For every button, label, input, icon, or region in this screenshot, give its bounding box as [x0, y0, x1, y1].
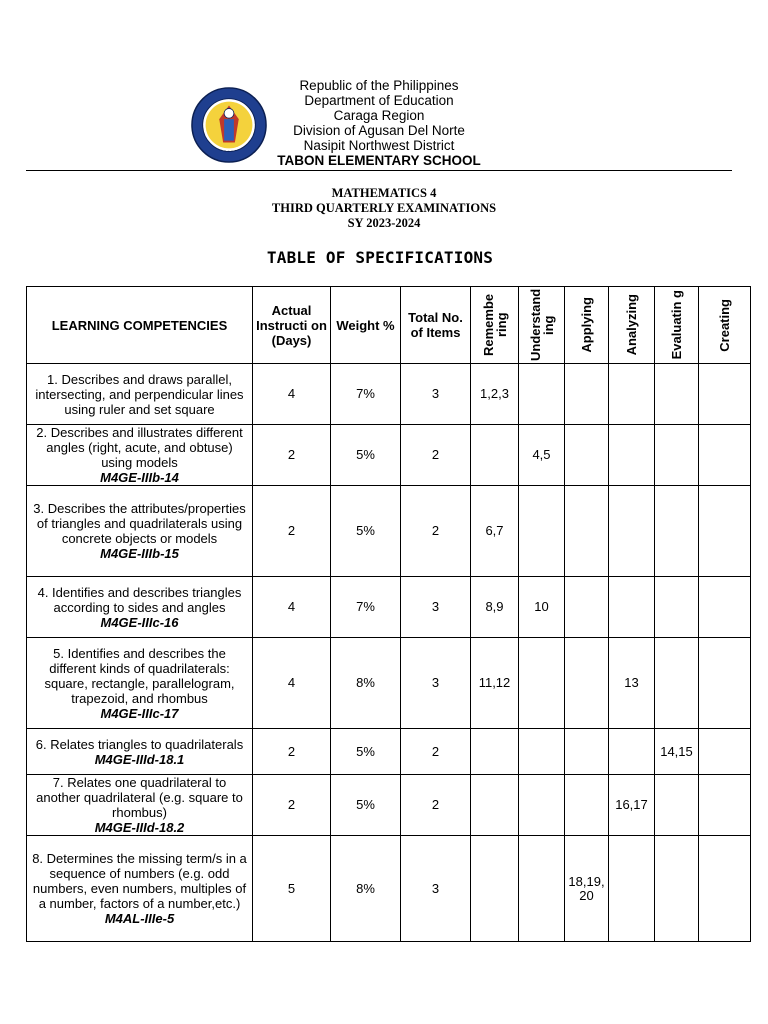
- total-items-cell: 2: [401, 775, 471, 836]
- table-header-row: [27, 287, 751, 364]
- days-cell: 2: [253, 425, 331, 486]
- competency-text: 2. Describes and illustrates different angles (right, acute, and obtuse) using models: [36, 425, 243, 470]
- remembering-cell: [471, 836, 519, 942]
- total-items-cell: 3: [401, 638, 471, 729]
- header-understanding-label: Understand ing: [527, 288, 556, 361]
- days-cell: 4: [253, 638, 331, 729]
- letterhead-line: Department of Education: [304, 93, 454, 108]
- total-items-cell: 3: [401, 364, 471, 425]
- table-row: [27, 836, 751, 942]
- creating-cell: [699, 425, 751, 486]
- creating-cell: [699, 729, 751, 775]
- letterhead: [0, 78, 768, 168]
- analyzing-cell: 13: [609, 638, 655, 729]
- header-remembering-label: Remembe ring: [480, 293, 509, 357]
- understanding-cell: 4,5: [519, 425, 565, 486]
- analyzing-cell: [609, 836, 655, 942]
- competency-text: 1. Describes and draws parallel, intersecting, and perpendicular lines using ruler and set square: [35, 371, 244, 417]
- analyzing-cell: [609, 729, 655, 775]
- header-evaluating: [655, 287, 699, 364]
- letterhead-line: Republic of the Philippines: [299, 78, 459, 93]
- creating-cell: [699, 577, 751, 638]
- header-creating-label: Creating: [717, 298, 732, 352]
- analyzing-cell: [609, 364, 655, 425]
- competency-cell: [27, 836, 253, 942]
- specifications-table: [26, 286, 751, 942]
- document-title: TABLE OF SPECIFICATIONS: [266, 248, 494, 267]
- applying-cell: [565, 577, 609, 638]
- competency-cell: [27, 364, 253, 425]
- weight-cell: 5%: [331, 425, 401, 486]
- understanding-cell: [519, 729, 565, 775]
- days-cell: 4: [253, 577, 331, 638]
- creating-cell: [699, 836, 751, 942]
- weight-cell: 7%: [331, 364, 401, 425]
- days-cell: 4: [253, 364, 331, 425]
- header-remembering: [471, 287, 519, 364]
- creating-cell: [699, 364, 751, 425]
- understanding-cell: [519, 638, 565, 729]
- header-analyzing-label: Analyzing: [624, 294, 639, 356]
- evaluating-cell: [655, 425, 699, 486]
- header-divider: [26, 170, 732, 171]
- competency-text: 4. Identifies and describes triangles according to sides and angles: [37, 584, 242, 615]
- competency-text: 8. Determines the missing term/s in a sequence of numbers (e.g. odd numbers, even numbers, multiples of a number, factors of a number,etc.): [32, 851, 247, 911]
- table-row: [27, 729, 751, 775]
- competency-code: M4GE-IIIc-17: [100, 705, 179, 721]
- weight-cell: 5%: [331, 486, 401, 577]
- creating-cell: [699, 638, 751, 729]
- header-weight: Weight %: [331, 287, 401, 364]
- header-competencies: LEARNING COMPETENCIES: [27, 287, 253, 364]
- evaluating-cell: [655, 836, 699, 942]
- remembering-cell: [471, 425, 519, 486]
- header-evaluating-label: Evaluatin g: [669, 290, 684, 360]
- remembering-cell: 6,7: [471, 486, 519, 577]
- applying-cell: [565, 364, 609, 425]
- total-items-cell: 2: [401, 425, 471, 486]
- header-total-items: Total No. of Items: [401, 287, 471, 364]
- days-cell: 2: [253, 486, 331, 577]
- understanding-cell: 10: [519, 577, 565, 638]
- competency-text: 7. Relates one quadrilateral to another quadrilateral (e.g. square to rhombus): [36, 775, 243, 820]
- header-understanding: [519, 287, 565, 364]
- understanding-cell: [519, 486, 565, 577]
- letterhead-line: Division of Agusan Del Norte: [293, 123, 465, 138]
- weight-cell: 7%: [331, 577, 401, 638]
- total-items-cell: 3: [401, 577, 471, 638]
- competency-text: 6. Relates triangles to quadrilaterals: [35, 736, 244, 752]
- evaluating-cell: [655, 638, 699, 729]
- analyzing-cell: 16,17: [609, 775, 655, 836]
- remembering-cell: 1,2,3: [471, 364, 519, 425]
- applying-cell: [565, 486, 609, 577]
- header-applying: [565, 287, 609, 364]
- evaluating-cell: [655, 486, 699, 577]
- competency-cell: [27, 638, 253, 729]
- table-row: [27, 486, 751, 577]
- header-creating: [699, 287, 751, 364]
- competency-code: M4GE-IIIb-14: [100, 470, 179, 485]
- evaluating-cell: [655, 577, 699, 638]
- competency-code: M4GE-IIId-18.2: [94, 820, 185, 835]
- letterhead-line: Nasipit Northwest District: [303, 138, 455, 153]
- evaluating-cell: [655, 775, 699, 836]
- table-row: [27, 425, 751, 486]
- weight-cell: 5%: [331, 729, 401, 775]
- creating-cell: [699, 775, 751, 836]
- days-cell: 5: [253, 836, 331, 942]
- days-cell: 2: [253, 729, 331, 775]
- understanding-cell: [519, 775, 565, 836]
- competency-code: M4GE-IIIb-15: [100, 546, 179, 561]
- remembering-cell: 11,12: [471, 638, 519, 729]
- exam-name: THIRD QUARTERLY EXAMINATIONS: [271, 201, 497, 215]
- applying-cell: [565, 638, 609, 729]
- competency-code: M4GE-IIIc-16: [100, 614, 179, 630]
- competency-cell: [27, 775, 253, 836]
- remembering-cell: [471, 729, 519, 775]
- header-days: Actual Instructi on (Days): [253, 287, 331, 364]
- evaluating-cell: [655, 364, 699, 425]
- applying-cell: 18,19, 20: [565, 836, 609, 942]
- analyzing-cell: [609, 486, 655, 577]
- table-row: [27, 364, 751, 425]
- header-analyzing: [609, 287, 655, 364]
- school-name: TABON ELEMENTARY SCHOOL: [277, 153, 481, 168]
- competency-code: M4AL-IIIe-5: [104, 911, 175, 926]
- competency-code: M4GE-IIId-18.1: [94, 751, 185, 767]
- school-year: SY 2023-2024: [347, 216, 421, 230]
- understanding-cell: [519, 364, 565, 425]
- understanding-cell: [519, 836, 565, 942]
- total-items-cell: 3: [401, 836, 471, 942]
- remembering-cell: [471, 775, 519, 836]
- analyzing-cell: [609, 577, 655, 638]
- table-row: [27, 638, 751, 729]
- applying-cell: [565, 775, 609, 836]
- creating-cell: [699, 486, 751, 577]
- header-applying-label: Applying: [579, 297, 594, 353]
- total-items-cell: 2: [401, 729, 471, 775]
- weight-cell: 8%: [331, 836, 401, 942]
- applying-cell: [565, 425, 609, 486]
- competency-cell: [27, 729, 253, 775]
- applying-cell: [565, 729, 609, 775]
- letterhead-line: Caraga Region: [333, 108, 425, 123]
- competency-cell: [27, 486, 253, 577]
- days-cell: 2: [253, 775, 331, 836]
- analyzing-cell: [609, 425, 655, 486]
- remembering-cell: 8,9: [471, 577, 519, 638]
- total-items-cell: 2: [401, 486, 471, 577]
- competency-text: 5. Identifies and describes the different kinds of quadrilaterals: square, rectangle, parallelogram, trapezoid, and rhombus: [44, 645, 235, 706]
- weight-cell: 8%: [331, 638, 401, 729]
- competency-cell: [27, 425, 253, 486]
- table-row: [27, 577, 751, 638]
- table-row: [27, 775, 751, 836]
- exam-heading: [0, 186, 768, 231]
- evaluating-cell: 14,15: [655, 729, 699, 775]
- competency-text: 3. Describes the attributes/properties of triangles and quadrilaterals using concrete objects or models: [33, 501, 246, 546]
- weight-cell: 5%: [331, 775, 401, 836]
- exam-subject: MATHEMATICS 4: [331, 186, 437, 200]
- competency-cell: [27, 577, 253, 638]
